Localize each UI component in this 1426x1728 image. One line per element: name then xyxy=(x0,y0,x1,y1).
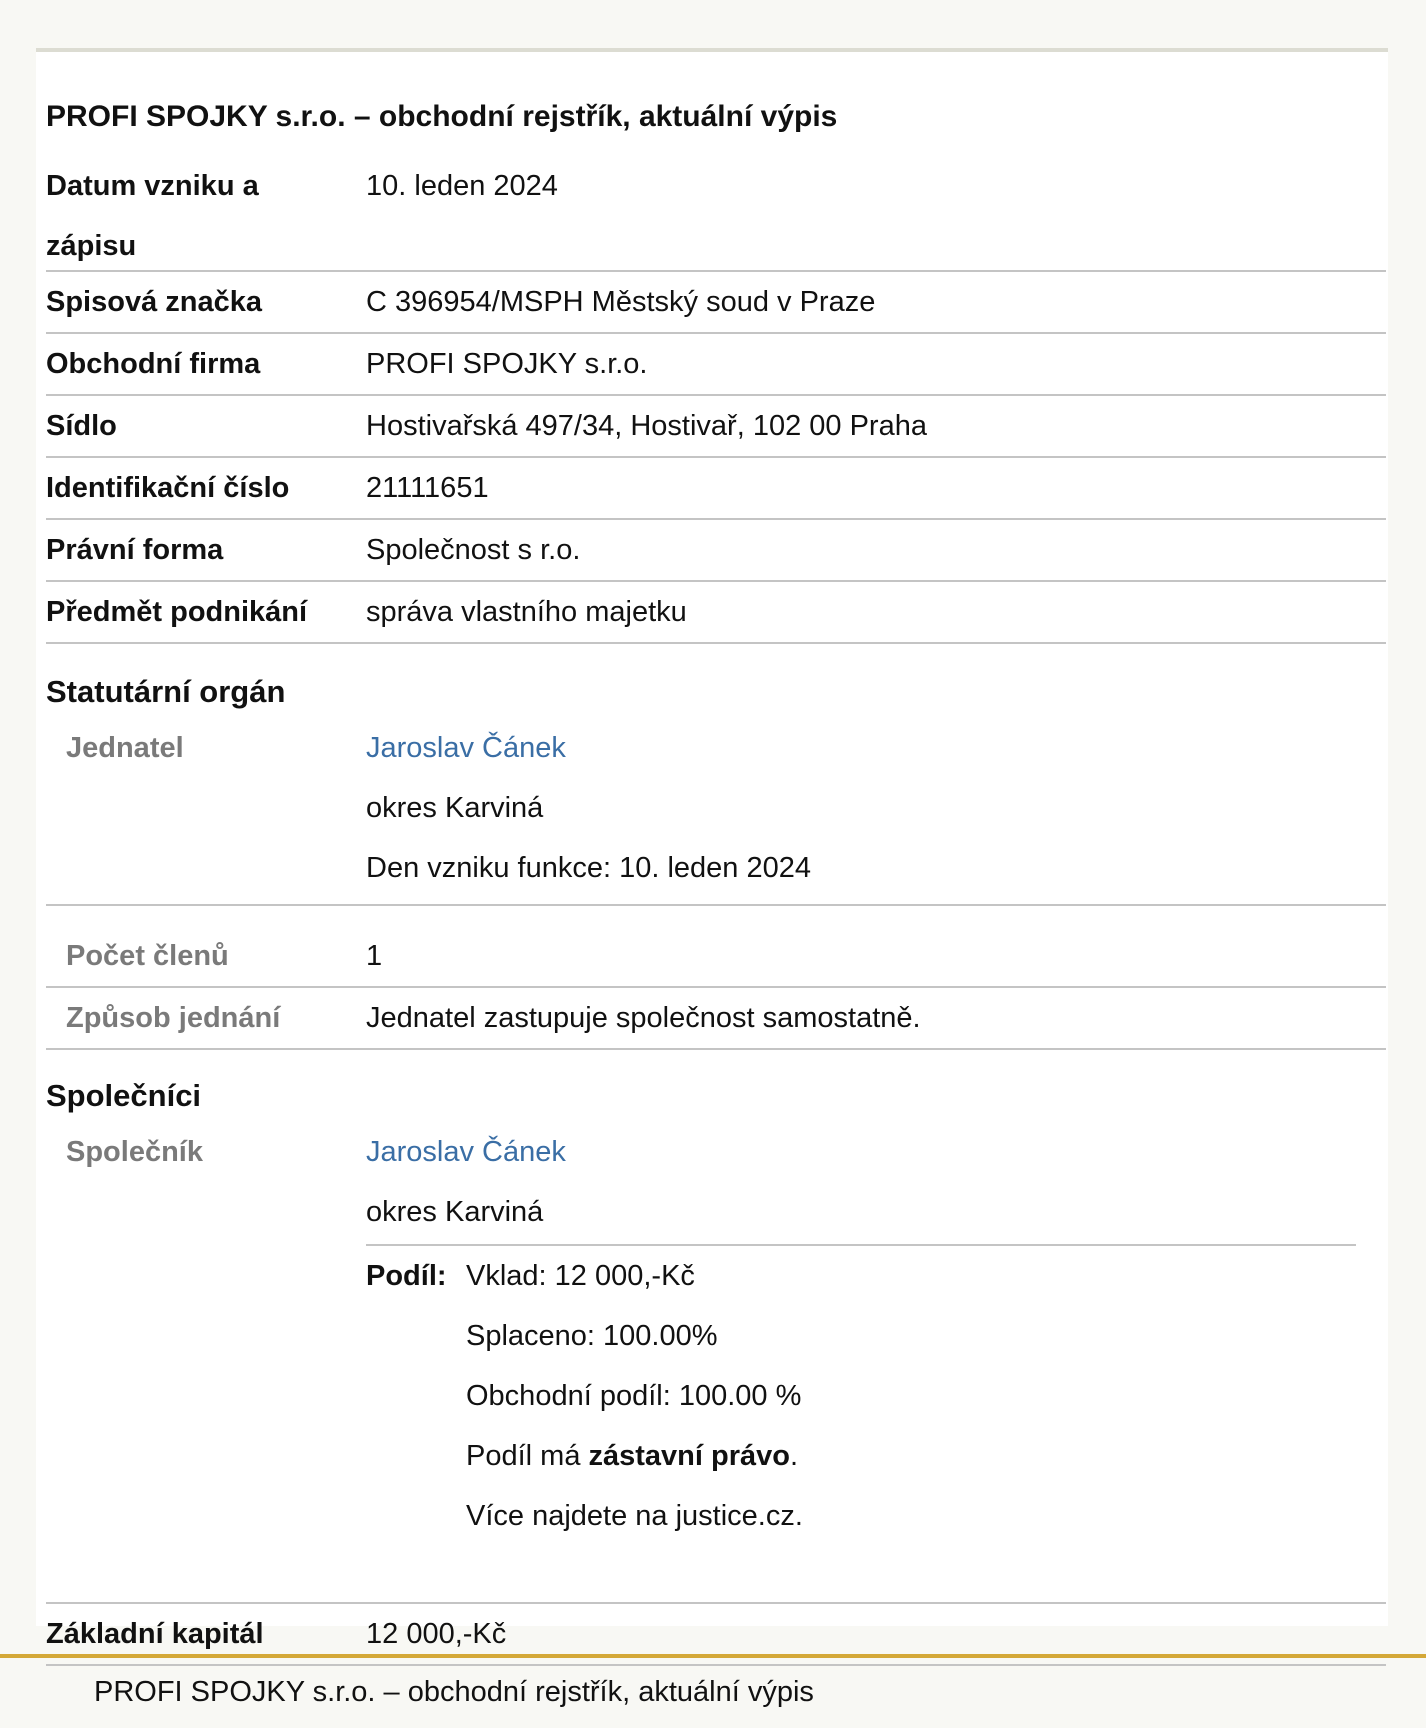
podil-zastava xyxy=(466,1426,798,1486)
zastava-prefix: Podíl má xyxy=(466,1440,589,1472)
registry-card xyxy=(36,48,1388,1650)
podil-vice: Více najdete na justice.cz. xyxy=(466,1500,803,1532)
firma-value: PROFI SPOJKY s.r.o. xyxy=(366,348,648,380)
row-datum xyxy=(46,156,1386,272)
predmet-label: Předmět podnikání xyxy=(46,596,308,628)
zastava-bold: zástavní právo xyxy=(588,1440,790,1472)
page-title: PROFI SPOJKY s.r.o. – obchodní rejstřík, aktuální výpis xyxy=(46,100,838,133)
spisova-label: Spisová značka xyxy=(46,286,262,318)
spolecnik-name-link[interactable]: Jaroslav Čánek xyxy=(366,1136,566,1168)
podil-obchodni: Obchodní podíl: 100.00 % xyxy=(466,1380,802,1412)
predmet-value: správa vlastního majetku xyxy=(366,596,687,628)
sidlo-value: Hostivařská 497/34, Hostivař, 102 00 Praha xyxy=(366,410,927,442)
footer-divider xyxy=(0,1654,1426,1658)
firma-label: Obchodní firma xyxy=(46,348,261,380)
podil-vklad: Vklad: 12 000,-Kč xyxy=(466,1260,695,1292)
row-predmet xyxy=(46,582,1386,644)
spolecnik-label: Společník xyxy=(66,1136,203,1168)
jednatel-funkce: Den vzniku funkce: 10. leden 2024 xyxy=(366,852,811,884)
zastava-suffix: . xyxy=(789,1440,799,1472)
section-spolecnici: Společníci xyxy=(46,1078,202,1113)
row-forma xyxy=(46,520,1386,582)
row-spolecnik xyxy=(46,1122,1386,1604)
ico-label: Identifikační číslo xyxy=(46,472,290,504)
row-jednatel xyxy=(46,718,1386,906)
row-firma xyxy=(46,334,1386,396)
row-zpusob-jednani xyxy=(46,988,1386,1050)
spisova-value: C 396954/MSPH Městský soud v Praze xyxy=(366,286,876,318)
zpusob-value: Jednatel zastupuje společnost samostatně. xyxy=(366,1002,921,1034)
jednatel-okres: okres Karviná xyxy=(366,792,544,824)
kapital-value: 12 000,-Kč xyxy=(366,1618,507,1650)
podil-splaceno: Splaceno: 100.00% xyxy=(466,1320,718,1352)
row-sidlo xyxy=(46,396,1386,458)
zpusob-label: Způsob jednání xyxy=(66,1002,281,1034)
spolecnik-okres: okres Karviná xyxy=(366,1196,544,1228)
row-spisova xyxy=(46,272,1386,334)
jednatel-label: Jednatel xyxy=(66,732,184,764)
datum-label: Datum vzniku a zápisu xyxy=(46,170,259,262)
podil-label: Podíl: xyxy=(366,1260,447,1292)
section-statutarni: Statutární orgán xyxy=(46,674,286,709)
forma-value: Společnost s r.o. xyxy=(366,534,581,566)
kapital-label: Základní kapitál xyxy=(46,1618,264,1650)
row-ico xyxy=(46,458,1386,520)
row-pocet-clenu xyxy=(46,926,1386,988)
ico-value: 21111651 xyxy=(366,472,489,504)
jednatel-name-link[interactable]: Jaroslav Čánek xyxy=(366,732,566,764)
datum-value: 10. leden 2024 xyxy=(366,170,558,202)
footer-title: PROFI SPOJKY s.r.o. – obchodní rejstřík, aktuální výpis xyxy=(94,1676,814,1708)
forma-label: Právní forma xyxy=(46,534,224,566)
pocet-label: Počet členů xyxy=(66,940,229,972)
sidlo-label: Sídlo xyxy=(46,410,117,442)
pocet-value: 1 xyxy=(366,940,383,972)
